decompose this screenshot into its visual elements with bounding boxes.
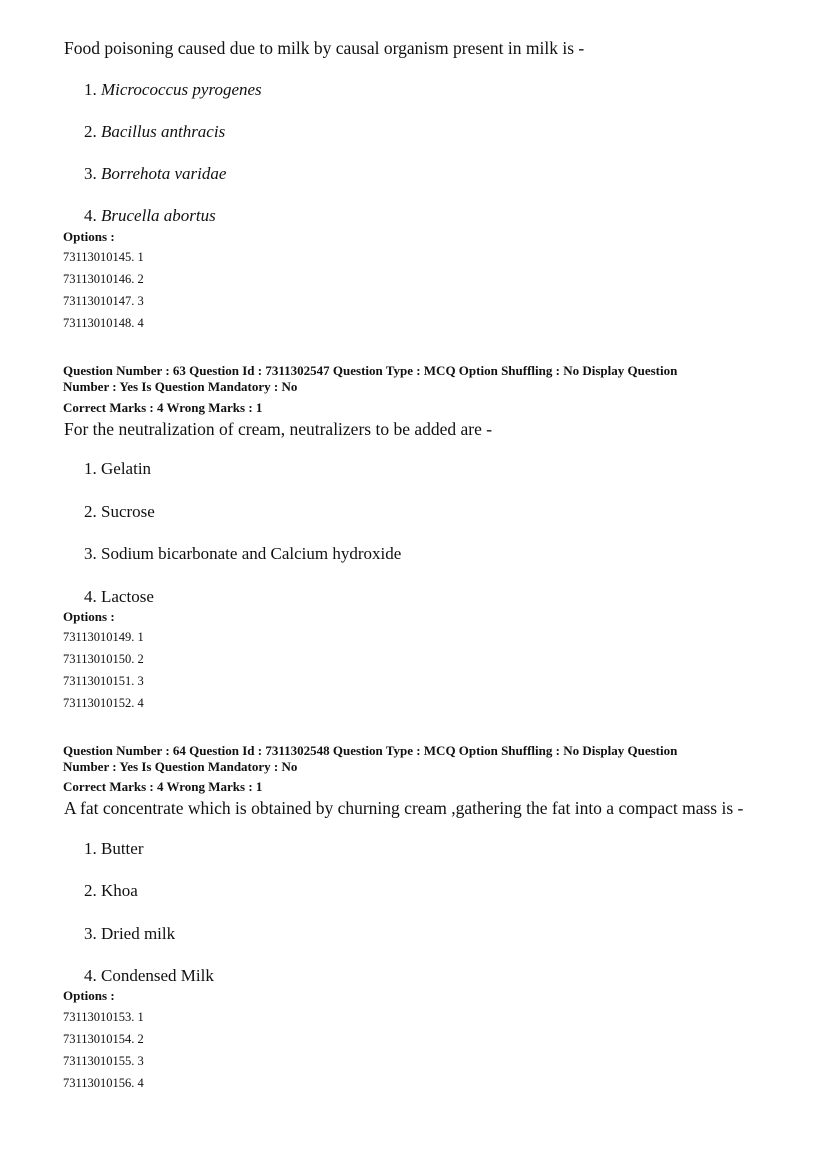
question-63-options-heading: Options : xyxy=(63,609,115,624)
question-64-code-4: 73113010156. 4 xyxy=(63,1076,144,1090)
question-62-option-4: 4. Brucella abortus xyxy=(84,206,216,225)
question-64-marks: Correct Marks : 4 Wrong Marks : 1 xyxy=(63,779,263,794)
question-64-options-heading: Options : xyxy=(63,988,115,1003)
question-63-code-2: 73113010150. 2 xyxy=(63,652,144,666)
question-64-meta-line1: Question Number : 64 Question Id : 7311302548 Question Type : MCQ Option Shuffling : No Display Question xyxy=(63,743,678,758)
question-62-code-1: 73113010145. 1 xyxy=(63,250,144,264)
question-62-code-2: 73113010146. 2 xyxy=(63,272,144,286)
question-64-option-1: 1. Butter xyxy=(84,839,144,858)
question-63-code-1: 73113010149. 1 xyxy=(63,630,144,644)
question-62-code-3: 73113010147. 3 xyxy=(63,294,144,308)
question-63-option-2: 2. Sucrose xyxy=(84,502,155,521)
question-63-marks: Correct Marks : 4 Wrong Marks : 1 xyxy=(63,400,263,415)
question-64-code-3: 73113010155. 3 xyxy=(63,1054,144,1068)
question-64-option-4: 4. Condensed Milk xyxy=(84,966,214,985)
question-62-option-3: 3. Borrehota varidae xyxy=(84,164,227,183)
question-62-text: Food poisoning caused due to milk by causal organism present in milk is - xyxy=(64,38,585,58)
question-63-meta-line2: Number : Yes Is Question Mandatory : No xyxy=(63,379,298,394)
question-62-option-1: 1. Micrococcus pyrogenes xyxy=(84,80,262,99)
question-63-option-3: 3. Sodium bicarbonate and Calcium hydroxide xyxy=(84,544,402,563)
question-62-option-2: 2. Bacillus anthracis xyxy=(84,122,226,141)
question-64-option-3: 3. Dried milk xyxy=(84,924,176,943)
question-63-option-1: 1. Gelatin xyxy=(84,459,152,478)
question-64-option-2: 2. Khoa xyxy=(84,881,138,900)
question-63-code-3: 73113010151. 3 xyxy=(63,674,144,688)
question-64-code-2: 73113010154. 2 xyxy=(63,1032,144,1046)
question-64-meta-line2: Number : Yes Is Question Mandatory : No xyxy=(63,759,298,774)
question-64-text: A fat concentrate which is obtained by churning cream ,gathering the fat into a compact mass is - xyxy=(64,798,744,818)
question-63-code-4: 73113010152. 4 xyxy=(63,696,144,710)
question-62-code-4: 73113010148. 4 xyxy=(63,316,144,330)
question-64-code-1: 73113010153. 1 xyxy=(63,1010,144,1024)
question-63-text: For the neutralization of cream, neutralizers to be added are - xyxy=(64,419,493,439)
question-63-meta-line1: Question Number : 63 Question Id : 7311302547 Question Type : MCQ Option Shuffling : No Display Question xyxy=(63,363,678,378)
question-62-options-heading: Options : xyxy=(63,229,115,244)
question-63-option-4: 4. Lactose xyxy=(84,587,154,606)
